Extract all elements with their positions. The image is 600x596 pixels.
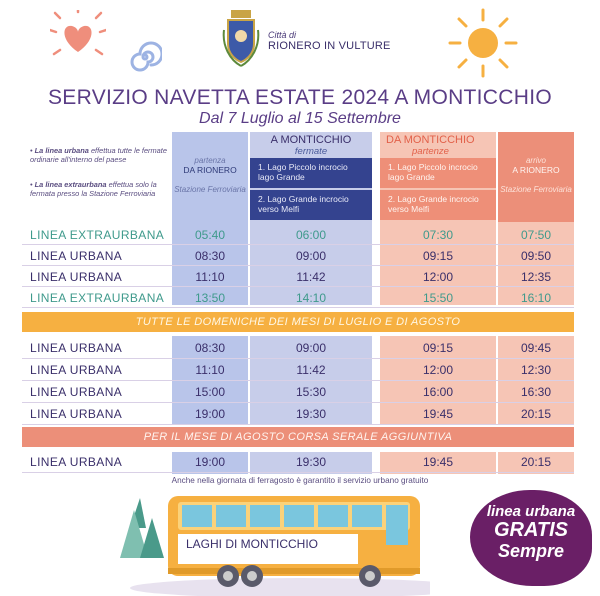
page-subtitle: Dal 7 Luglio al 15 Settembre bbox=[199, 110, 401, 127]
time-cell-dep: 05:40 bbox=[194, 228, 226, 242]
city-prefix: Città di bbox=[268, 30, 297, 40]
sun-icon bbox=[446, 6, 520, 80]
time-cell-arr-m: 11:42 bbox=[296, 270, 326, 284]
time-cell-arr-m: 15:30 bbox=[295, 385, 327, 399]
row-divider bbox=[22, 244, 574, 245]
line-name: LINEA URBANA bbox=[30, 407, 123, 421]
line-name: LINEA URBANA bbox=[30, 270, 123, 284]
time-cell-arr-r: 09:50 bbox=[520, 249, 552, 263]
time-cell-arr-m: 14:10 bbox=[295, 291, 327, 305]
time-cell-dep: 19:00 bbox=[194, 407, 226, 421]
line-name: LINEA URBANA bbox=[30, 363, 123, 377]
time-cell-dep-m: 19:45 bbox=[422, 455, 454, 469]
note-extraurbana: • La linea extraurbana effettua solo la fermata presso la Stazione Ferroviaria bbox=[30, 180, 157, 198]
time-cell-dep: 11:10 bbox=[195, 270, 225, 284]
row-divider bbox=[22, 472, 574, 473]
row-divider bbox=[22, 380, 574, 381]
time-cell-arr-r: 20:15 bbox=[520, 455, 552, 469]
header-arrival: arrivo A RIONERO Stazione Ferroviaria bbox=[500, 156, 572, 194]
time-cell-dep: 19:00 bbox=[194, 455, 226, 469]
page-title: SERVIZIO NAVETTA ESTATE 2024 A MONTICCHIO bbox=[48, 86, 552, 109]
line-name: LINEA URBANA bbox=[30, 385, 123, 399]
line-name: LINEA URBANA bbox=[30, 455, 123, 469]
row-divider bbox=[22, 402, 574, 403]
time-cell-arr-r: 12:35 bbox=[520, 270, 552, 284]
stop1-return: 1. Lago Piccolo incrocio lago Grande bbox=[380, 158, 496, 188]
row-divider bbox=[22, 265, 574, 266]
badge-line3: Sempre bbox=[497, 541, 565, 561]
time-cell-arr-m: 11:42 bbox=[296, 363, 326, 377]
time-cell-arr-r: 16:10 bbox=[520, 291, 552, 305]
august-banner: PER IL MESE DI AGOSTO CORSA SERALE AGGIUNTIVA bbox=[22, 427, 574, 447]
footnote: Anche nella giornata di ferragosto è garantito il servizio urbano gratuito bbox=[171, 476, 429, 485]
time-cell-dep: 08:30 bbox=[194, 341, 226, 355]
time-cell-arr-r: 07:50 bbox=[520, 228, 552, 242]
header-to-monticchio: A MONTICCHIO fermate bbox=[270, 134, 352, 157]
heart-icon bbox=[50, 10, 106, 60]
time-cell-dep: 13:50 bbox=[194, 291, 226, 305]
row-divider bbox=[22, 424, 574, 425]
time-cell-dep: 15:00 bbox=[194, 385, 226, 399]
stop2-outbound: 2. Lago Grande incrocio verso Melfi bbox=[250, 190, 372, 220]
badge-line2: GRATIS bbox=[493, 519, 569, 541]
city-name: RIONERO IN VULTURE bbox=[268, 40, 391, 52]
row-divider bbox=[22, 286, 574, 287]
line-name: LINEA EXTRAURBANA bbox=[30, 228, 165, 242]
badge-line1: linea urbana bbox=[486, 503, 576, 520]
time-cell-dep-m: 12:00 bbox=[422, 363, 454, 377]
time-cell-arr-r: 09:45 bbox=[520, 341, 552, 355]
time-cell-dep-m: 09:15 bbox=[422, 341, 454, 355]
time-cell-arr-m: 19:30 bbox=[295, 407, 327, 421]
stop1-outbound: 1. Lago Piccolo incrocio lago Grande bbox=[250, 158, 372, 188]
time-cell-dep: 11:10 bbox=[195, 363, 225, 377]
city-crest-icon bbox=[222, 10, 260, 68]
line-name: LINEA URBANA bbox=[30, 341, 123, 355]
time-cell-arr-m: 09:00 bbox=[295, 341, 327, 355]
bus-label: LAGHI DI MONTICCHIO bbox=[186, 537, 319, 551]
row-divider bbox=[22, 307, 574, 308]
time-cell-arr-m: 19:30 bbox=[295, 455, 327, 469]
time-cell-dep-m: 15:50 bbox=[422, 291, 454, 305]
time-cell-arr-r: 20:15 bbox=[520, 407, 552, 421]
time-cell-dep-m: 07:30 bbox=[422, 228, 454, 242]
spiral-icon bbox=[128, 40, 162, 74]
line-name: LINEA URBANA bbox=[30, 249, 123, 263]
sunday-banner: TUTTE LE DOMENICHE DEI MESI DI LUGLIO E DI AGOSTO bbox=[22, 312, 574, 332]
line-name: LINEA EXTRAURBANA bbox=[30, 291, 165, 305]
time-cell-dep-m: 12:00 bbox=[422, 270, 454, 284]
header-departure: partenza DA RIONERO Stazione Ferroviaria bbox=[174, 156, 246, 194]
time-cell-dep-m: 19:45 bbox=[422, 407, 454, 421]
time-cell-dep-m: 16:00 bbox=[422, 385, 454, 399]
note-urbana: • La linea urbana effettua tutte le fermate ordinarie all'interno del paese bbox=[30, 146, 167, 164]
free-badge bbox=[470, 490, 592, 586]
time-cell-arr-m: 09:00 bbox=[295, 249, 327, 263]
time-cell-dep: 08:30 bbox=[194, 249, 226, 263]
time-cell-arr-m: 06:00 bbox=[295, 228, 327, 242]
row-divider bbox=[22, 358, 574, 359]
time-cell-arr-r: 16:30 bbox=[520, 385, 552, 399]
time-cell-arr-r: 12:30 bbox=[520, 363, 552, 377]
header-from-monticchio: DA MONTICCHIO partenze bbox=[386, 134, 475, 157]
stop2-return: 2. Lago Grande incrocio verso Melfi bbox=[380, 190, 496, 220]
time-cell-dep-m: 09:15 bbox=[422, 249, 454, 263]
